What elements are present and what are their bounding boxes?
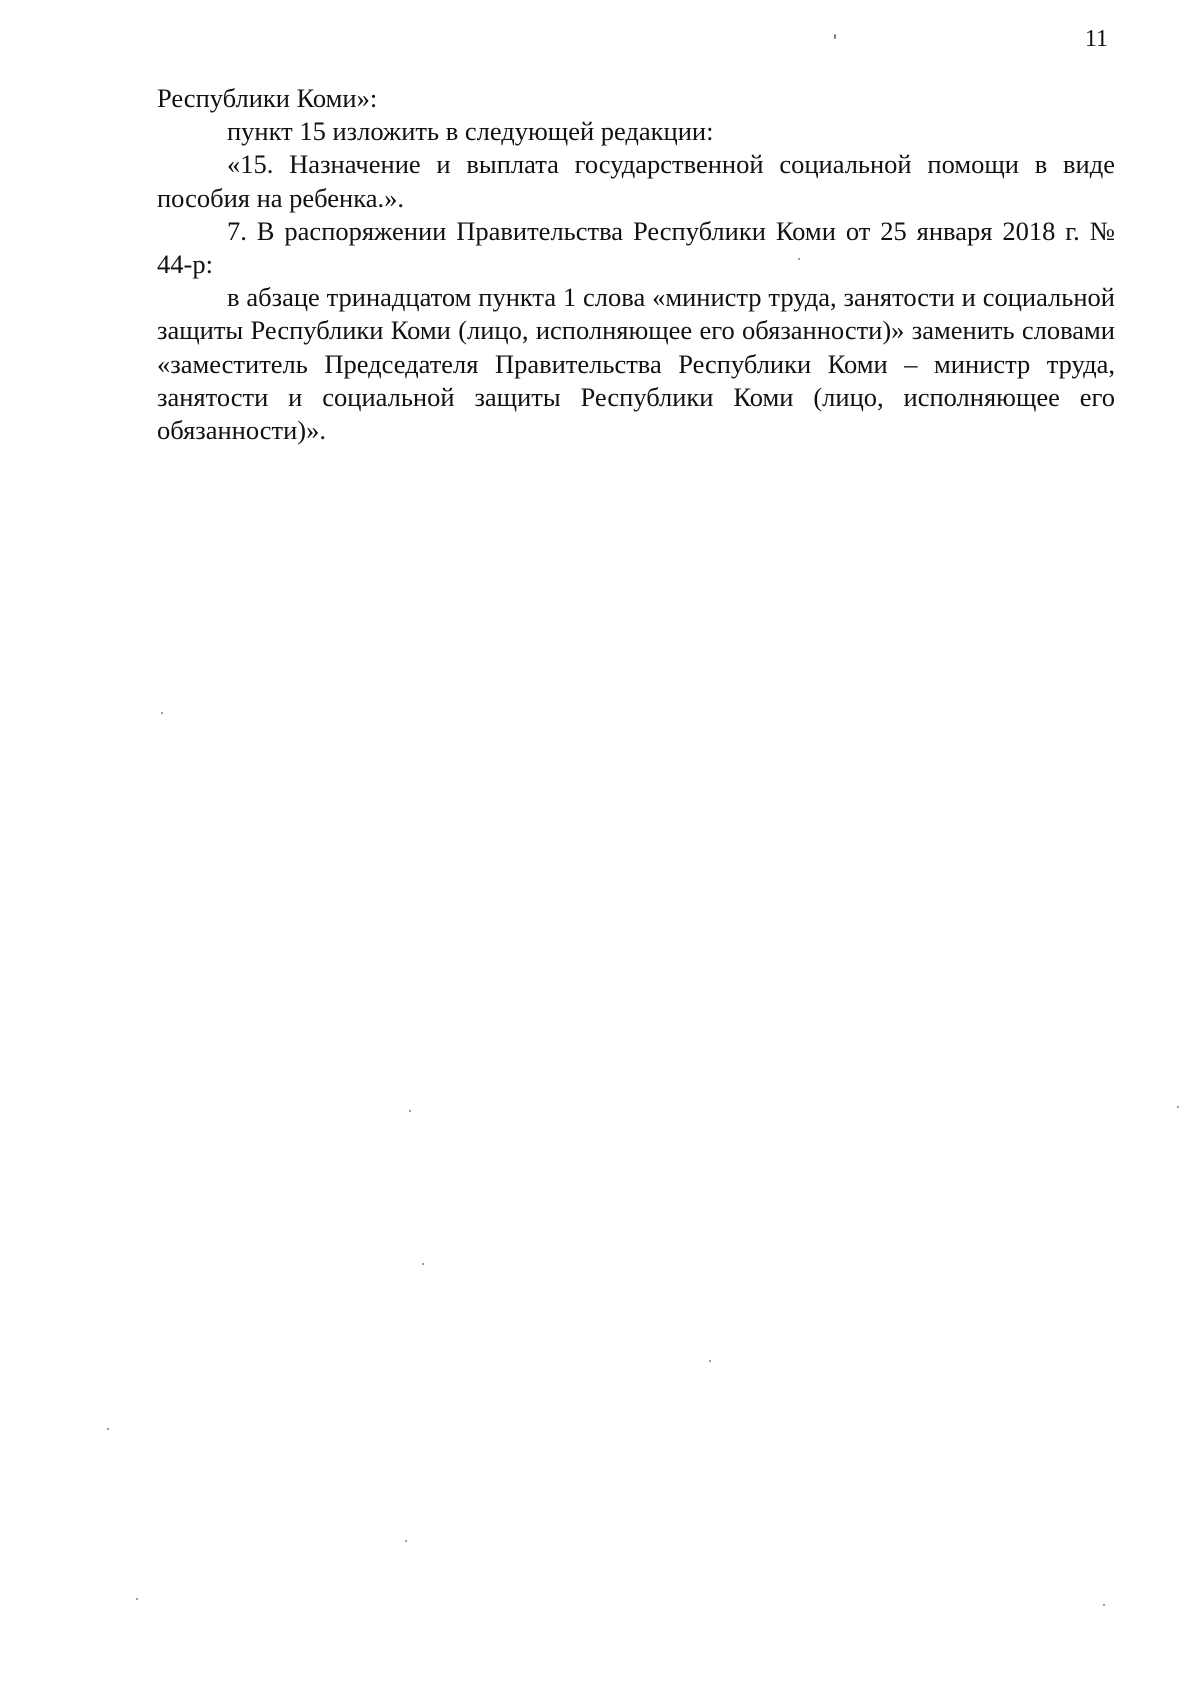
- scan-speck: [798, 258, 800, 260]
- scan-speck: [834, 34, 836, 39]
- scan-speck: [161, 712, 163, 714]
- scan-speck: [409, 1110, 411, 1112]
- paragraph-item-7-amendment: в абзаце тринадцатом пункта 1 слова «министр труда, занятости и социальной защиты Республики Коми (лицо, исполняющее его обязанности)» заменить словами «заместитель Председателя Правительства Республики Коми – министр труда, занятости и социальной защиты Республики Коми (лицо, исполняющее его обязанности)».: [157, 282, 1115, 446]
- document-body: [157, 82, 1115, 447]
- page-number: 11: [1084, 26, 1108, 52]
- scan-speck: [1177, 1106, 1179, 1108]
- scan-speck: [422, 1263, 424, 1265]
- scan-speck: [405, 1540, 407, 1542]
- paragraph-point-15-instruction: пункт 15 изложить в следующей редакции:: [227, 116, 714, 147]
- paragraph-point-15-text: «15. Назначение и выплата государственной социальной помощи в виде пособия на ребенка.».: [157, 149, 1115, 213]
- scan-speck: [1103, 1604, 1105, 1606]
- scan-speck: [709, 1360, 711, 1362]
- paragraph-item-7: 7. В распоряжении Правительства Республики Коми от 25 января 2018 г. № 44-р:: [157, 215, 1115, 280]
- scan-speck: [136, 1598, 138, 1600]
- scan-speck: [107, 1428, 109, 1430]
- paragraph-continuation: Республики Коми»:: [157, 83, 378, 113]
